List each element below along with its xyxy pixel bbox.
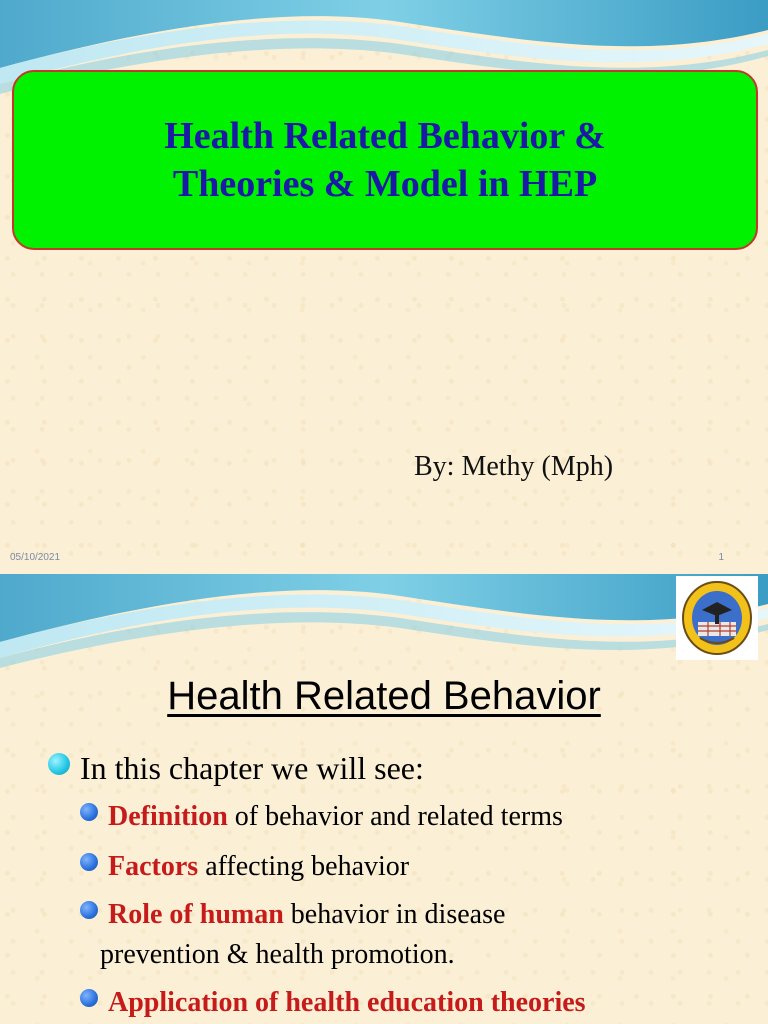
item-highlight: Application of health education theories: [108, 987, 586, 1018]
slide-date: 05/10/2021: [10, 552, 61, 563]
bullet-dot-icon: [80, 901, 98, 919]
item-text: of behavior and related terms: [227, 801, 563, 832]
item-highlight: Factors: [108, 851, 199, 882]
slide-title-line-2: Theories & Model in HEP: [172, 163, 598, 205]
university-seal-icon: [676, 576, 758, 660]
bullet-dot-icon: [80, 803, 98, 821]
bullet-dot-icon: [80, 989, 98, 1007]
heading-text: Health Related Behavior: [167, 674, 601, 718]
intro-text: In this chapter we will see:: [80, 750, 424, 786]
item-text: affecting behavior: [198, 851, 410, 882]
decorative-wave-header: [0, 574, 768, 674]
item-highlight: Role of human: [108, 899, 284, 930]
item-text: behavior in disease: [283, 899, 506, 930]
list-item-definition: [80, 798, 563, 836]
slide-number: 1: [718, 552, 724, 563]
list-item-factors: [80, 848, 409, 886]
list-item-application: [80, 984, 586, 1022]
list-item-role: [80, 896, 505, 934]
item-highlight: Definition: [108, 801, 228, 832]
intro-bullet: [48, 750, 424, 787]
author-credit: By: Methy (Mph): [414, 451, 614, 482]
list-item-role-continuation: prevention & health promotion.: [100, 939, 455, 970]
title-box: [12, 70, 758, 250]
bullet-dot-icon: [80, 853, 98, 871]
slide-title-line-1: Health Related Behavior &: [164, 115, 606, 157]
bullet-dot-icon: [48, 753, 70, 775]
slide-heading: [0, 674, 768, 719]
content-slide[interactable]: [0, 574, 768, 1024]
